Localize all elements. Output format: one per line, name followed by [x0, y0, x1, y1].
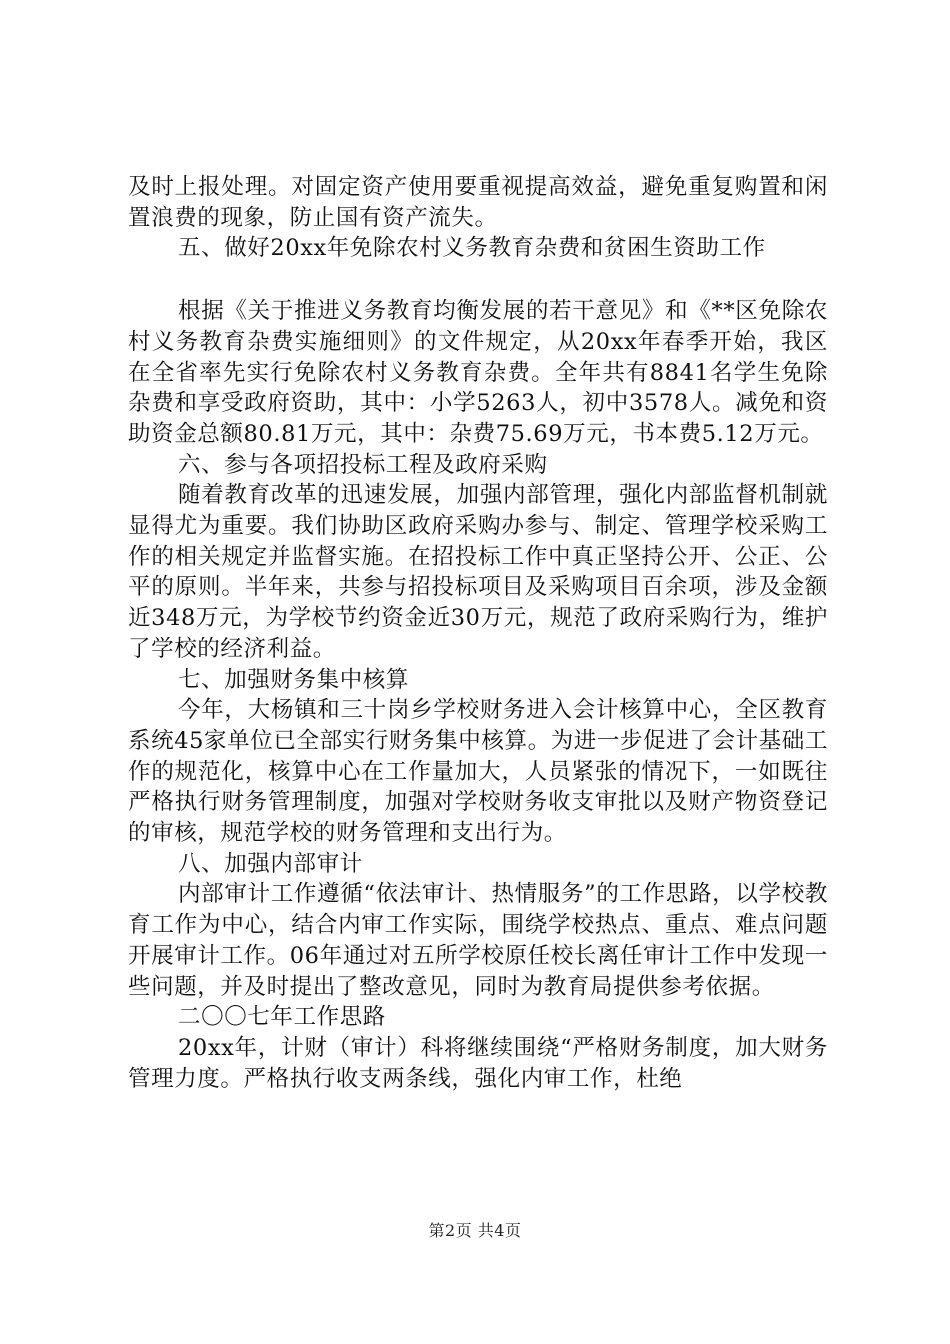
paragraph-procurement: 随着教育改革的迅速发展，加强内部管理，强化内部监督机制就显得尤为重要。我们协助区政府采购办参与、制定、管理学校采购工作的相关规定并监督实施。在招投标工作中真正坚持公开、公正、公平的原则。半年来，共参与招投标项目及采购项目百余项，涉及金额近348万元，为学校节约资金近30万元，规范了政府采购行为，维护了学校的经济利益。 — [128, 482, 828, 662]
paragraph-gap — [128, 264, 828, 296]
paragraph-centralized-accounting: 今年，大杨镇和三十岗乡学校财务进入会计核算中心，全区教育系统45家单位已全部实行财务集中核算。为进一步促进了会计基础工作的规范化，核算中心在工作量加大，人员紧张的情况下，一如既往严格执行财务管理制度，加强对学校财务收支审批以及财产物资登记的审核，规范学校的财务管理和支出行为。 — [128, 697, 828, 847]
section-heading-plan: 二〇〇七年工作思路 — [178, 1004, 386, 1031]
paragraph-work-plan: 20xx年，计财（审计）科将继续围绕“严格财务制度，加大财务管理力度。严格执行收支两条线，强化内审工作，杜绝 — [128, 1034, 828, 1092]
paragraph-fee-exemption: 根据《关于推进义务教育均衡发展的若干意见》和《**区免除农村义务教育杂费实施细则》的文件规定，从20xx年春季开始，我区在全省率先实行免除农村义务教育杂费。全年共有8841名学生免除杂费和享受政府资助，其中：小学5263人，初中3578人。减免和资助资金总额80.81万元，其中：杂费75.69万元，书本费5.12万元。 — [128, 298, 828, 447]
section-heading-6: 六、参与各项招投标工程及政府采购 — [178, 451, 548, 478]
section-heading-7: 七、加强财务集中核算 — [178, 666, 410, 693]
paragraph-asset-management: 及时上报处理。对固定资产使用要重视提高效益，避免重复购置和闲置浪费的现象，防止国有资产流失。 — [128, 174, 828, 231]
page-number-footer: 第2页 共4页 — [428, 1221, 522, 1240]
section-heading-8: 八、加强内部审计 — [178, 850, 363, 877]
document-body — [128, 172, 828, 1094]
section-heading-5: 五、做好20xx年免除农村义务教育杂费和贫困生资助工作 — [178, 235, 766, 262]
paragraph-internal-audit: 内部审计工作遵循“依法审计、热情服务”的工作思路，以学校教育工作为中心，结合内审工作实际，围绕学校热点、重点、难点问题开展审计工作。06年通过对五所学校原任校长离任审计工作中发现一些问题，并及时提出了整改意见，同时为教育局提供参考依据。 — [128, 881, 828, 1000]
